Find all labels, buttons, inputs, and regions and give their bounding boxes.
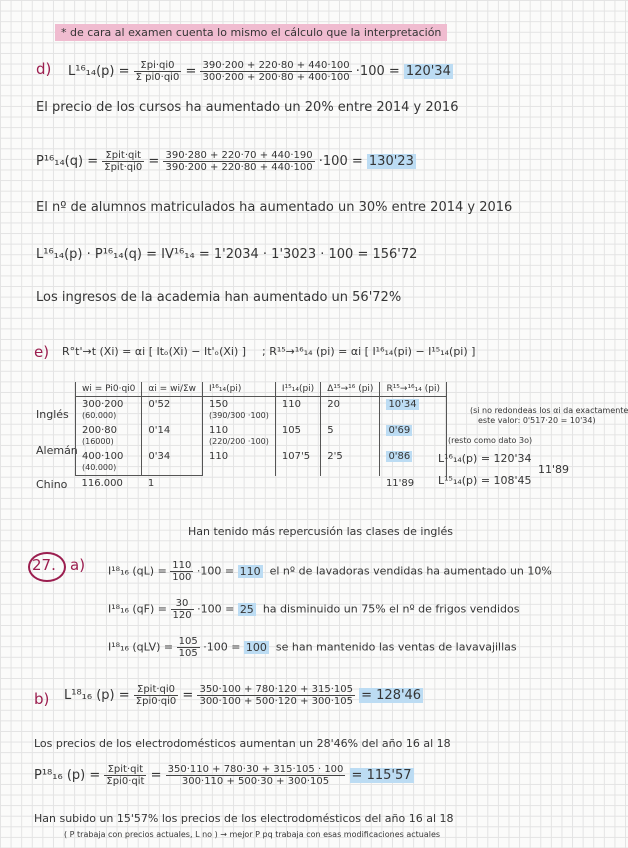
cell-alpha: 0'14 [142, 423, 203, 449]
cell-r: 0'86 [388, 451, 411, 462]
cell-w2: (40.000) [82, 463, 117, 472]
section-e-label: e) [34, 343, 50, 361]
index-qLV-text: se han mantenido las ventas de lavavajillas [275, 640, 517, 654]
cell-i15: 110 [275, 397, 320, 424]
header-delta: Δ¹⁵→¹⁶ (pi) [321, 382, 380, 397]
paasche-q-num: Σpit·qit [102, 150, 144, 162]
laspeyres-b-calc-num: 350·100 + 780·120 + 315·105 [199, 684, 353, 695]
index-qL-result: 110 [239, 564, 261, 578]
index-qLV-tail: ·100 = [203, 640, 241, 654]
cell-i15: 107'5 [275, 449, 320, 476]
index-qF [108, 598, 520, 621]
index-qF-result: 25 [239, 602, 254, 616]
laspeyres-p-formula: L¹⁶₁₄(p) = $\frac{\text{Σpi·qi0}}{\text{Σ pi0·qi0}}$ = $\frac{390\cdot 200 + 220\cdot 80 + 440\cdot 100}{300\cdot 200 + 200\cdot 80 + 400\cdot 100}$ ·100 = 120'34 [68, 60, 451, 83]
cell-alpha: 0'52 [142, 397, 203, 424]
header-w: wi = Pi0·qi0 [76, 382, 142, 397]
laspeyres-p-tail: ·100 = [355, 64, 400, 79]
laspeyres-b-formula: L¹⁸₁₆ (p) = $\frac{\text{Σpit·qi0}}{\text{Σpi0·qi0}}$ = $\frac{350\cdot 100 + 780\cdot 120 + 315\cdot 105}{300\cdot 100 + 500\cdot 120 + 300\cdot 105}$ = 128'46 [64, 684, 422, 707]
table-row [76, 423, 447, 449]
cell-w: 400·100 [82, 451, 124, 462]
paasche-b-num: Σpit·qit [104, 764, 146, 776]
laspeyres-p-calc-num: 390·200 + 220·80 + 440·100 [202, 60, 350, 71]
note-rest: (resto como dato 3o) [448, 436, 533, 445]
row-label-chino: Chino [36, 478, 68, 491]
laspeyres-p-den: Σ pi0·qi0 [135, 72, 180, 83]
cell-delta: 20 [321, 397, 380, 424]
header-alpha: αi = wi/Σw [142, 382, 203, 397]
interpretation-1: El precio de los cursos ha aumentado un 20% entre 2014 y 2016 [36, 100, 459, 115]
note-rounding: (si no redondeas los αi da exactamente [470, 406, 628, 415]
paasche-q-result: 130'23 [368, 154, 414, 169]
interpretation-b1: Los precios de los electrodomésticos aumentan un 28'46% del año 16 al 18 [34, 737, 451, 750]
index-qL-num: 110 [172, 560, 192, 571]
table-header-row [76, 382, 447, 397]
sum-w: 116.000 [76, 476, 142, 492]
laspeyres-p-lhs: L¹⁶₁₄(p) = [68, 64, 130, 79]
laspeyres-b-calc-den: 300·100 + 500·120 + 300·105 [199, 696, 353, 707]
laspeyres-b-result: = 128'46 [361, 688, 422, 703]
laspeyres-p-calc-den: 300·200 + 200·80 + 400·100 [202, 72, 350, 83]
cell-w: 300·200 [82, 399, 124, 410]
paasche-b-den: Σpi0·qit [106, 776, 145, 787]
note-banner [55, 26, 447, 39]
cell-i16: 110 [209, 425, 229, 436]
check-l16: L¹⁶₁₄(p) = 120'34 [438, 452, 532, 465]
interpretation-3: Los ingresos de la academia han aumentado un 56'72% [36, 290, 402, 305]
laspeyres-p-result: 120'34 [405, 64, 451, 79]
paasche-b-lhs: P¹⁸₁₆ (p) = [34, 768, 101, 783]
sum-alpha: 1 [142, 476, 203, 492]
index-qL-lhs: I¹⁸₁₆ (qL) = [108, 564, 167, 578]
index-qF-den: 120 [172, 610, 192, 621]
index-qL [108, 560, 552, 583]
index-qLV-num: 105 [178, 636, 198, 647]
index-qL-text: el nº de lavadoras vendidas ha aumentado un 10% [269, 564, 552, 578]
interpretation-b2: Han subido un 15'57% los precios de los electrodomésticos del año 16 al 18 [34, 812, 454, 825]
paasche-b-calc-den: 300·110 + 500·30 + 300·105 [181, 776, 330, 787]
iv-line: L¹⁶₁₄(p) · P¹⁶₁₄(q) = IV¹⁶₁₄ = 1'2034 · 1'3023 · 100 = 156'72 [36, 247, 418, 262]
note-rounding-2: este valor: 0'517·20 = 10'34) [478, 416, 596, 425]
cell-i16-note: (390/300 ·100) [209, 411, 269, 420]
cell-r: 0'69 [388, 425, 411, 436]
formula-general: R°t'→t (Xi) = αi [ Itₒ(Xi) − It'ₒ(Xi) ] [62, 345, 247, 358]
interpretation-2: El nº de alumnos matriculados ha aumentado un 30% entre 2014 y 2016 [36, 200, 513, 215]
index-qLV [108, 636, 517, 659]
table-sum-row [76, 476, 447, 492]
note-paasche-better: ( P trabaja con precios actuales, L no ) → mejor P pq trabaja con esas modificaciones actuales [64, 830, 441, 839]
cell-delta: 5 [321, 423, 380, 449]
paasche-q-formula: P¹⁶₁₄(q) = $\frac{\text{Σpit·qit}}{\text{Σpit·qi0}}$ = $\frac{390\cdot 280 + 220\cdot 70 + 440\cdot 190}{390\cdot 200 + 220\cdot 80 + 440\cdot 100}$ ·100 = 130'23 [36, 150, 414, 173]
conclusion-e: Han tenido más repercusión las clases de inglés [188, 525, 453, 538]
paasche-q-tail: ·100 = [318, 154, 363, 169]
cell-w: 200·80 [82, 425, 117, 436]
paasche-b-formula: P¹⁸₁₆ (p) = $\frac{\text{Σpit·qit}}{\text{Σpi0·qit}}$ = $\frac{350\cdot 110 + 780\cdot 30 + 315\cdot 105 \cdot 100}{300\cdot 110 + 500\cdot 30 + 300\cdot 105}$ = 115'57 [34, 764, 412, 787]
formula-specific: ; R¹⁵→¹⁶₁₄ (pi) = αi [ I¹⁶₁₄(pi) − I¹⁵₁₄(pi) ] [262, 345, 476, 358]
cell-i16-note: (220/200 ·100) [209, 437, 269, 446]
paasche-q-lhs: P¹⁶₁₄(q) = [36, 154, 99, 169]
index-qL-tail: ·100 = [196, 564, 235, 578]
cell-alpha: 0'34 [142, 449, 203, 476]
paasche-b-result: = 115'57 [351, 768, 412, 783]
check-l15: L¹⁵₁₄(p) = 108'45 [438, 474, 532, 487]
index-qF-lhs: I¹⁸₁₆ (qF) = [108, 602, 167, 616]
index-qF-text: ha disminuido un 75% el nº de frigos vendidos [262, 602, 520, 616]
row-label-ingles: Inglés [36, 408, 69, 421]
index-qF-tail: ·100 = [197, 602, 235, 616]
cell-i16: 110 [203, 449, 276, 476]
section-d-label: d) [36, 60, 52, 78]
row-label-aleman: Alemán [36, 444, 78, 457]
index-qLV-lhs: I¹⁸₁₆ (qLV) = [108, 640, 174, 654]
section-27a-label: a) [70, 556, 86, 574]
table-row [76, 449, 447, 476]
header-i15: I¹⁵₁₄(pi) [275, 382, 320, 397]
header-i16: I¹⁶₁₄(pi) [203, 382, 276, 397]
laspeyres-b-den: Σpi0·qi0 [135, 696, 177, 707]
contribution-table [75, 382, 447, 491]
cell-i15: 105 [275, 423, 320, 449]
sum-r: 11'89 [385, 477, 415, 489]
check-diff: 11'89 [538, 463, 570, 476]
exercise-27-number: 27. [32, 556, 56, 574]
laspeyres-b-lhs: L¹⁸₁₆ (p) = [64, 688, 130, 703]
index-qLV-result: 100 [245, 640, 267, 654]
cell-w2: (16000) [82, 437, 114, 446]
table-row [76, 397, 447, 424]
paasche-b-calc-num: 350·110 + 780·30 + 315·105 · 100 [167, 764, 344, 775]
note-text: * de cara al examen cuenta lo mismo el cálculo que la interpretación [55, 24, 447, 41]
section-27b-label: b) [34, 690, 50, 708]
cell-delta: 2'5 [321, 449, 380, 476]
cell-i16: 150 [209, 399, 229, 410]
laspeyres-p-num: Σpi·qi0 [134, 60, 182, 72]
index-qLV-den: 105 [178, 648, 198, 659]
cell-w2: (60.000) [82, 411, 117, 420]
paasche-q-calc-num: 390·280 + 220·70 + 440·190 [165, 150, 313, 161]
paasche-q-calc-den: 390·200 + 220·80 + 440·100 [165, 162, 313, 173]
index-qF-num: 30 [171, 598, 194, 610]
header-r: R¹⁵→¹⁶₁₄ (pi) [380, 382, 447, 397]
laspeyres-b-num: Σpit·qi0 [134, 684, 178, 696]
paasche-q-den: Σpit·qi0 [104, 162, 143, 173]
index-qL-den: 100 [172, 572, 192, 583]
cell-r: 10'34 [388, 399, 417, 410]
